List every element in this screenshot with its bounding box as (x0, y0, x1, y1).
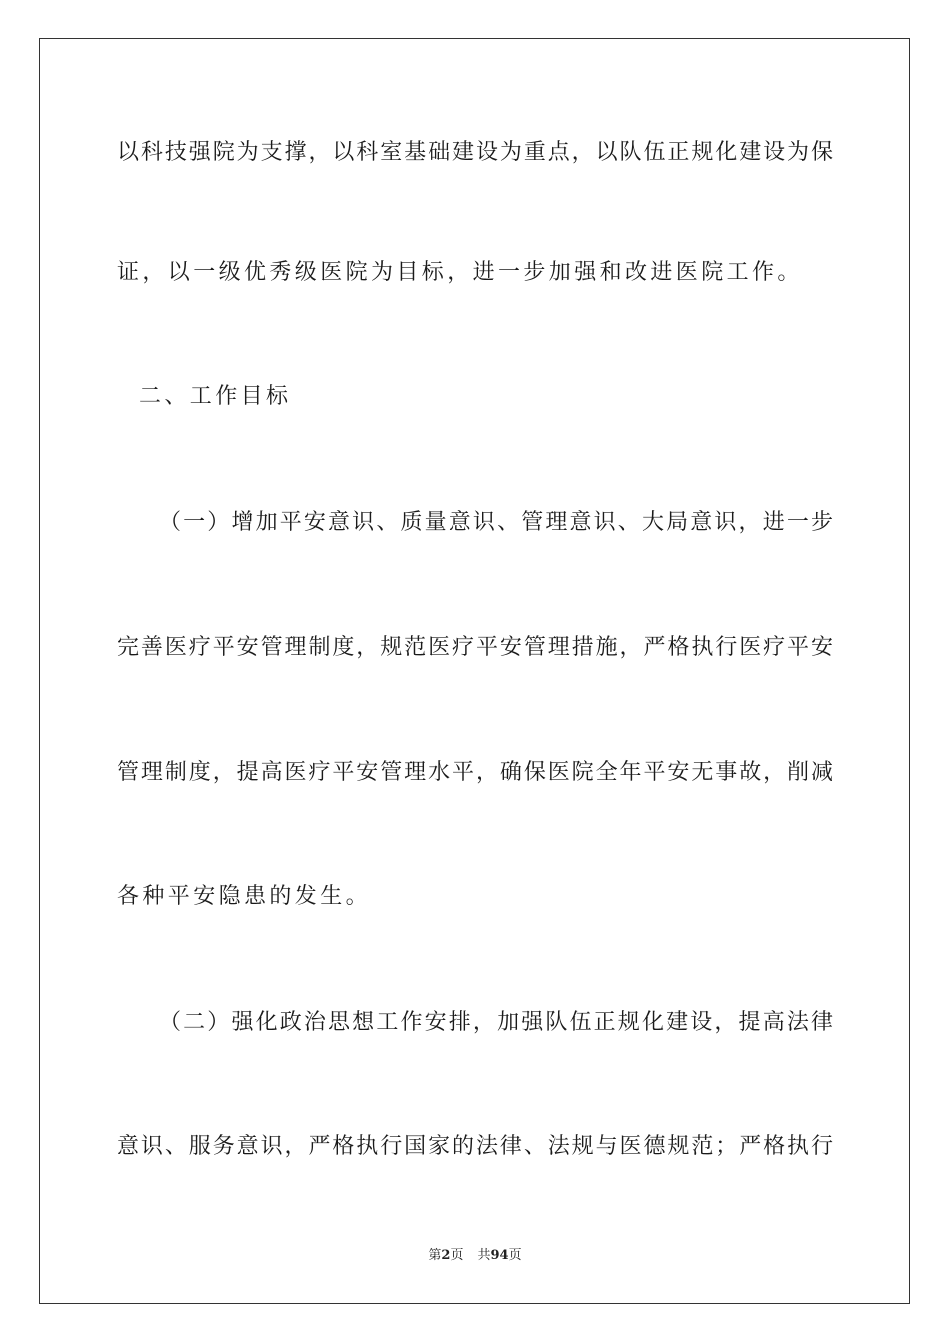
page-suffix: 页 (450, 1248, 464, 1263)
paragraph-line: 以科技强院为支撑，以科室基础建设为重点，以队伍正规化建设为保 (117, 140, 833, 165)
paragraph-line: 证，以一级优秀级医院为目标，进一步加强和改进医院工作。 (117, 260, 803, 285)
page-footer (0, 1247, 950, 1265)
paragraph-line: 完善医疗平安管理制度，规范医疗平安管理措施，严格执行医疗平安 (117, 635, 833, 660)
paragraph-line: 各种平安隐患的发生。 (117, 884, 372, 909)
paragraph-line: 意识、服务意识，严格执行国家的法律、法规与医德规范；严格执行 (117, 1134, 833, 1159)
paragraph-line: 管理制度，提高医疗平安管理水平，确保医院全年平安无事故，削减 (117, 760, 833, 785)
section-heading: 二、工作目标 (139, 384, 292, 409)
paragraph-line: （二）强化政治思想工作安排，加强队伍正规化建设，提高法律 (159, 1010, 833, 1035)
total-prefix: 共 (477, 1248, 491, 1263)
page-border (39, 38, 910, 1304)
total-pages: 94 (490, 1248, 509, 1263)
paragraph-line: （一）增加平安意识、质量意识、管理意识、大局意识，进一步 (159, 510, 833, 535)
page-prefix: 第 (428, 1248, 442, 1263)
total-suffix: 页 (508, 1248, 522, 1263)
page-number: 2 (441, 1248, 451, 1263)
